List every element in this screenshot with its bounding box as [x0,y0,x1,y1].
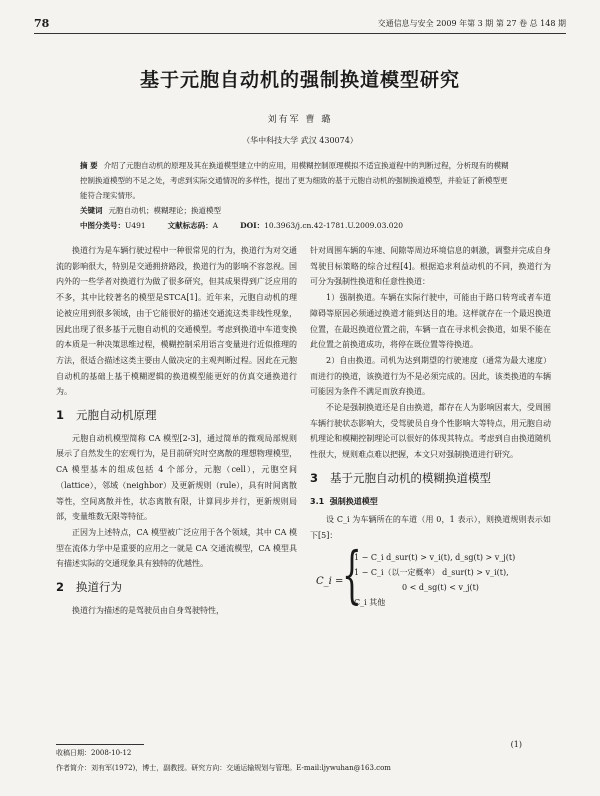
section-2-paragraph-1: 换道行为描述的是驾驶员由自身驾驶特性， [72,605,224,615]
keywords-text: 元胞自动机；模糊理论；换道模型 [108,206,221,215]
right-paragraph-2: 1）强制换道。车辆在实际行驶中，可能由于路口转弯或者车道障碍等原因必须通过换道才能到达目的地。这样就存在一个最迟换道位置，在最迟换道位置之前，车辆一直在寻求机会换道，如果不能在此位置之前换道成功，将停在既位置等待换道。 [310,293,551,350]
right-paragraph-3: 2）自由换道。司机为达到期望的行驶速度（通常为最大速度）而进行的换道，该换道行为不是必须完成的。因此，该类换道的车辆可能因为条件不满足而放弃换道。 [310,355,551,397]
authors: 刘有军 曹 璐 [267,115,333,125]
section-1-paragraph-2: 正因为上述特点，CA 模型被广泛应用于各个领域，其中 CA 模型在流体力学中是重要的应用之一就是 CA 交通流模型，CA 模型具有描述实际的交通现象具有独特的优越性。 [56,527,297,569]
abstract-label: 摘 要 [80,161,98,170]
received-date: 收稿日期：2008-10-12 [56,749,132,757]
intro-paragraph: 换道行为是车辆行驶过程中一种很常见的行为，换道行为对交通流的影响很大，特别是交通拥挤路段，换道行为的影响不容忽视。国内外的一些学者对换道行为做了很多研究，但其成果得到广泛应用的不多，其中比较著名的模型是STCA[1]。近年来，元胞自动机的理论被应用到很多领域，由于它能很好的描述交通流这类非线性现象，因此出现了很多基于元胞自动机的交通模型。考虑到换道中车道变换的本质是一种决策思维过程，模糊控制采用语言变量进行近似推理的方法，很适合描述这类主要由人做决定的主观判断过程。因此在元胞自动机的基础上基于模糊逻辑的换道模型能更好的仿真交通换道行为。 [56,246,297,397]
footnote-rule [56,744,144,745]
section-1-paragraph-1: 元胞自动机模型简称 CA 模型[2-3]，通过简单的微观局部规则展示了自然发生的宏观行为，是目前研究时空离散的理想物理模型，CA 模型基本的组成包括 4 个部分，元胞（cell），元胞空间（lattice），邻域（neighbor）及更新规则（rule），具有时间离散等性，空间离散并性，状态离散有限，计算同步并行，更新规则局部，变量维数无限等特征。 [56,433,297,522]
right-paragraph-4: 不论是强制换道还是自由换道，都存在人为影响因素大，受周围车辆行驶状态影响大，受驾驶员自身个性影响大等特点，用元胞自动机理论和模糊控制理论可以很好的体现其特点。考虑到自由换道随机性很大，规则难点难以把握，本文只对强制换道进行研究。 [310,403,551,460]
formula-case-1: 1 − C_i d_sur(t) > v_i(t), d_sg(t) > v_j(t) [354,552,516,562]
page-number: 78 [34,17,50,30]
keywords [80,203,514,218]
journal-header: 交通信息与安全 2009 年第 3 期 第 27 卷 总 148 期 [377,19,566,28]
abstract [80,158,514,203]
section-3-heading: 3 基于元胞自动机的模糊换道模型 [310,470,492,485]
right-column [310,243,551,618]
header-rule [34,33,566,34]
meta-row [80,218,514,233]
right-paragraph-5: 设 C_i 为车辆所在的车道（用 0，1 表示），则换道规则表示如下[5]： [310,515,551,540]
formula-brace: { [342,537,362,611]
left-column [56,243,297,618]
equation-number: (1) [510,740,522,749]
formula-case-3: 0 < d_sg(t) < v_j(t) [402,582,479,592]
formula-case-4: C_i 其他 [354,597,386,607]
subsection-3-1-heading: 3.1 强制换道模型 [310,496,378,506]
abstract-block [80,158,514,233]
section-2-heading: 2 换道行为 [56,580,123,595]
clc-code: 中图分类号：U491 [80,221,146,230]
affiliation: （华中科技大学 武汉 430074） [242,136,358,145]
abstract-text: 介绍了元胞自动机的原理及其在换道模型建立中的应用，用模糊控制原理模拟不适宜换道程中的判断过程，分析现有的模糊控制换道模型的不足之处，考虑到实际交通情况的多样性，提出了更为细致的基于元胞自动机的强制换道模型，并验证了新模型更能符合现实情形。 [80,161,509,200]
paper-title: 基于元胞自动机的强制换道模型研究 [139,69,460,91]
doi: DOI：10.3963/j.cn.42-1781.U.2009.03.020 [240,221,404,230]
author-info: 作者简介：刘有军(1972)，博士，副教授。研究方向：交通运输规划与管理。E-mail:ljywuhan@163.com [56,764,391,772]
right-paragraph-1: 针对周围车辆的车速、间隙等周边环境信息的刺激，调整并完成自身驾驶目标策略的综合过程[4]。根据追求利益动机的不同，换道行为可分为强制性换道和任意性换道： [310,246,551,287]
formula-lhs: C_i = [316,575,344,587]
doc-code: 文献标志码：A [167,221,219,230]
formula-case-2: 1 − C_i（以一定概率） d_sur(t) > v_i(t), [354,567,509,577]
section-1-heading: 1 元胞自动机原理 [56,408,157,423]
keywords-label: 关键词 [80,206,103,215]
lane-change-formula [310,537,551,618]
